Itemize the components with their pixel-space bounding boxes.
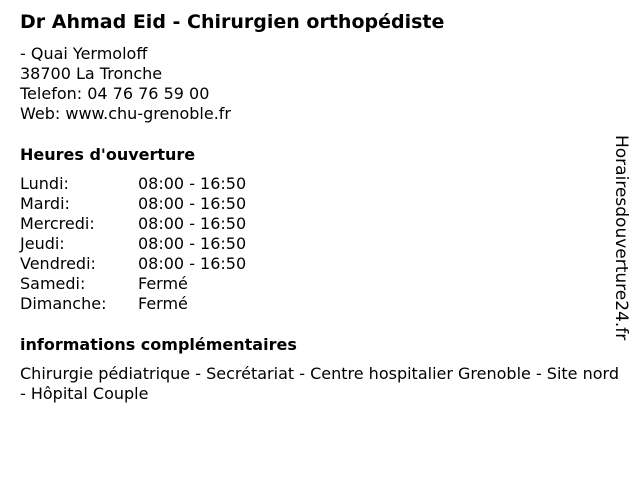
page-title: Dr Ahmad Eid - Chirurgien orthopédiste: [20, 11, 445, 33]
hours-day: Samedi:: [20, 274, 86, 293]
hours-time: 08:00 - 16:50: [138, 174, 247, 193]
site-watermark: Horairesdouverture24.fr: [611, 135, 631, 341]
hours-row-thursday: [20, 234, 246, 254]
hours-day: Vendredi:: [20, 254, 96, 273]
hours-time: 08:00 - 16:50: [138, 214, 247, 233]
hours-time: 08:00 - 16:50: [138, 234, 247, 253]
hours-time: 08:00 - 16:50: [138, 194, 247, 213]
hours-time: 08:00 - 16:50: [138, 254, 247, 273]
hours-row-tuesday: [20, 194, 246, 214]
hours-row-saturday: [20, 274, 246, 294]
hours-row-friday: [20, 254, 246, 274]
hours-day: Lundi:: [20, 174, 69, 193]
hours-time: Fermé: [138, 274, 188, 293]
address-street: - Quai Yermoloff: [20, 44, 148, 63]
info-text: Chirurgie pédiatrique - Secrétariat - Centre hospitalier Grenoble - Site nord - Hôpital Couple: [20, 364, 619, 403]
hours-day: Mercredi:: [20, 214, 95, 233]
hours-heading: Heures d'ouverture: [20, 145, 196, 164]
hours-row-monday: [20, 174, 246, 194]
address-web: Web: www.chu-grenoble.fr: [20, 104, 231, 123]
hours-row-sunday: [20, 294, 246, 314]
address-phone: Telefon: 04 76 76 59 00: [20, 84, 210, 103]
hours-day: Mardi:: [20, 194, 70, 213]
hours-row-wednesday: [20, 214, 246, 234]
address-city: 38700 La Tronche: [20, 64, 163, 83]
hours-day: Dimanche:: [20, 294, 107, 313]
hours-day: Jeudi:: [20, 234, 65, 253]
hours-table: [20, 174, 246, 314]
info-heading: informations complémentaires: [20, 335, 297, 354]
hours-time: Fermé: [138, 294, 188, 313]
address-block: [20, 44, 231, 124]
